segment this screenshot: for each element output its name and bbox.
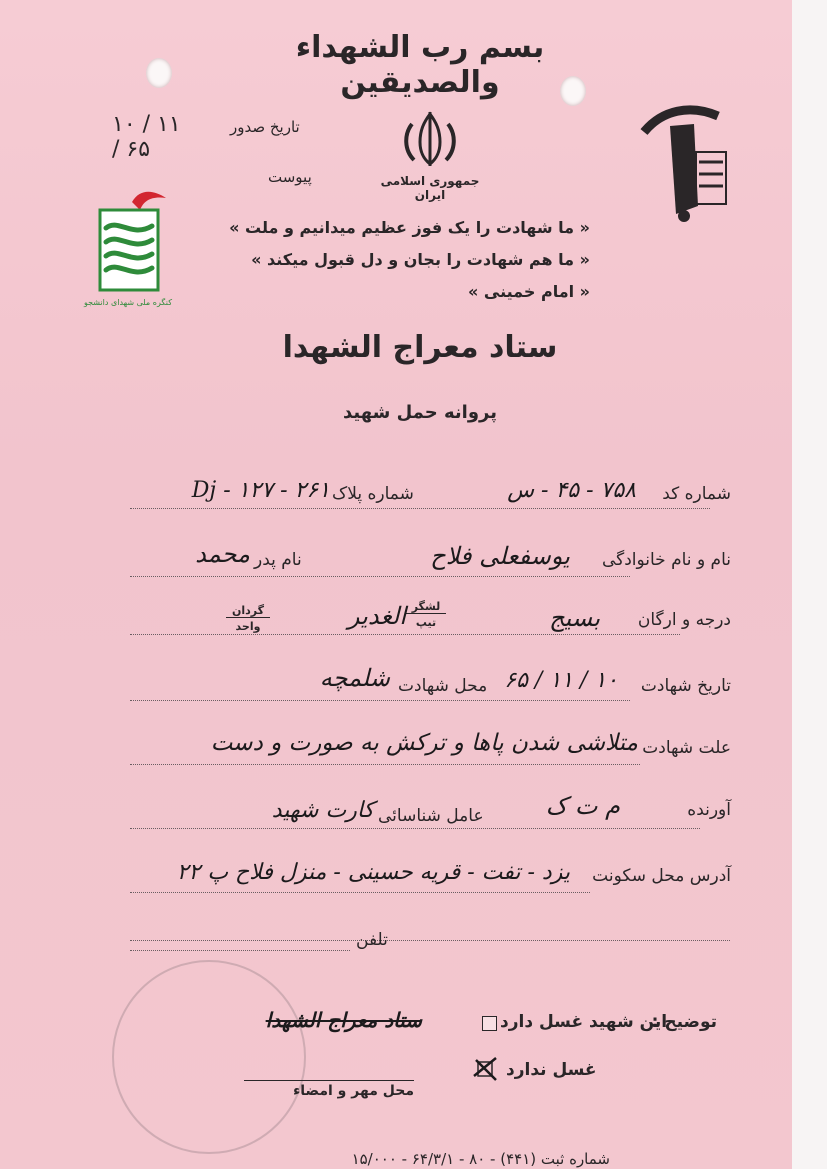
- plate-value: ۲۶۱ - ۱۲۷ - Dj: [191, 478, 330, 503]
- document-subtitle: پروانه حمل شهید: [343, 402, 497, 423]
- signature-organization: ستاد معراج الشهدا: [265, 1008, 422, 1032]
- address-value: یزد - تفت - قریه حسینی - منزل فلاح پ ۲۲: [176, 860, 570, 885]
- battalion-label-top: گردان: [226, 604, 270, 618]
- logo-caption: کنگره ملی شهدای دانشجو: [84, 298, 172, 307]
- dotted-line: [130, 764, 640, 765]
- issue-date-label: تاریخ صدور: [230, 118, 300, 136]
- code-value: ۷۵۸ - ۴۵ - س: [507, 478, 636, 503]
- iran-emblem-icon: [398, 108, 462, 172]
- name-value: یوسفعلی فلاح: [430, 542, 570, 570]
- division-label-top: لشگر: [406, 600, 446, 614]
- plate-label: شماره پلاک: [332, 484, 414, 504]
- identifier-label: عامل شناسائی: [378, 806, 484, 826]
- quote-line-1: « ما شهادت را یک فوز عظیم میدانیم و ملت »: [229, 218, 590, 237]
- battalion-label-bottom: واحد: [235, 620, 261, 633]
- seal-signature-label: محل مهر و امضاء: [244, 1080, 414, 1099]
- martyrdom-date-label: تاریخ شهادت: [640, 676, 731, 696]
- dotted-line: [130, 892, 590, 893]
- irgc-emblem-icon: [636, 96, 732, 224]
- address-label: آدرس محل سکونت: [592, 866, 731, 886]
- identifier-value: کارت شهید: [271, 798, 374, 823]
- phone-label: تلفن: [356, 930, 388, 950]
- martyrdom-place-label: محل شهادت: [398, 676, 488, 696]
- rank-value: بسیج: [549, 604, 600, 632]
- bringer-value: م ت ک: [545, 792, 620, 820]
- dotted-line: [130, 700, 630, 701]
- division-label-bottom: تیپ: [415, 616, 437, 629]
- father-value: محمد: [195, 540, 250, 568]
- issue-date-value: ۱۰ / ۱۱ / ۶۵: [112, 112, 181, 162]
- bringer-label: آورنده: [687, 800, 731, 820]
- dotted-line: [130, 940, 730, 941]
- faint-seal-stamp: [112, 960, 306, 1154]
- student-martyrs-congress-logo: [84, 188, 172, 314]
- quote-line-2: « ما هم شهادت را بجان و دل قبول میکند »: [251, 250, 590, 269]
- cause-label: علت شهادت: [642, 738, 731, 758]
- rank-label: درجه و ارگان: [637, 610, 731, 630]
- attachment-label: پیوست: [268, 168, 312, 186]
- dotted-line: [130, 634, 680, 635]
- registration-number: شماره ثبت (۴۴۱) - ۸۰ - ۶۴/۳/۱ - ۱۵/۰۰۰: [351, 1150, 610, 1168]
- martyrdom-date-value: ۱۰ / ۱۱ / ۶۵: [504, 668, 618, 693]
- ghusl-has-checkbox[interactable]: [482, 1016, 497, 1031]
- dotted-line: [130, 508, 710, 509]
- emblem-caption: جمهوری اسلامی ایران: [380, 174, 480, 202]
- paper-edge: [792, 0, 827, 1169]
- dotted-line: [130, 950, 350, 951]
- document-title: ستاد معراج الشهدا: [282, 330, 558, 365]
- code-label: شماره کد: [662, 484, 731, 504]
- cause-value: متلاشی شدن پاها و ترکش به صورت و دست: [210, 730, 638, 756]
- martyrdom-place-value: شلمچه: [319, 664, 390, 692]
- dotted-line: [130, 828, 700, 829]
- bismillah-heading: بسم رب الشهداء والصديقين: [295, 30, 545, 100]
- option-ghusl-has-label: این شهید غسل دارد: [500, 1012, 668, 1032]
- punch-hole-left: [146, 58, 172, 88]
- dotted-line: [130, 576, 630, 577]
- option-ghusl-not-label: غسل ندارد: [506, 1060, 597, 1080]
- quote-attribution: « امام خمینی »: [467, 282, 590, 301]
- father-label: نام پدر: [254, 550, 302, 570]
- note-label: توضیح :: [651, 1012, 717, 1032]
- name-label: نام و نام خانوادگی: [601, 550, 731, 570]
- ghusl-not-checkbox[interactable]: [476, 1058, 496, 1078]
- division-value: الغدیر: [347, 602, 406, 630]
